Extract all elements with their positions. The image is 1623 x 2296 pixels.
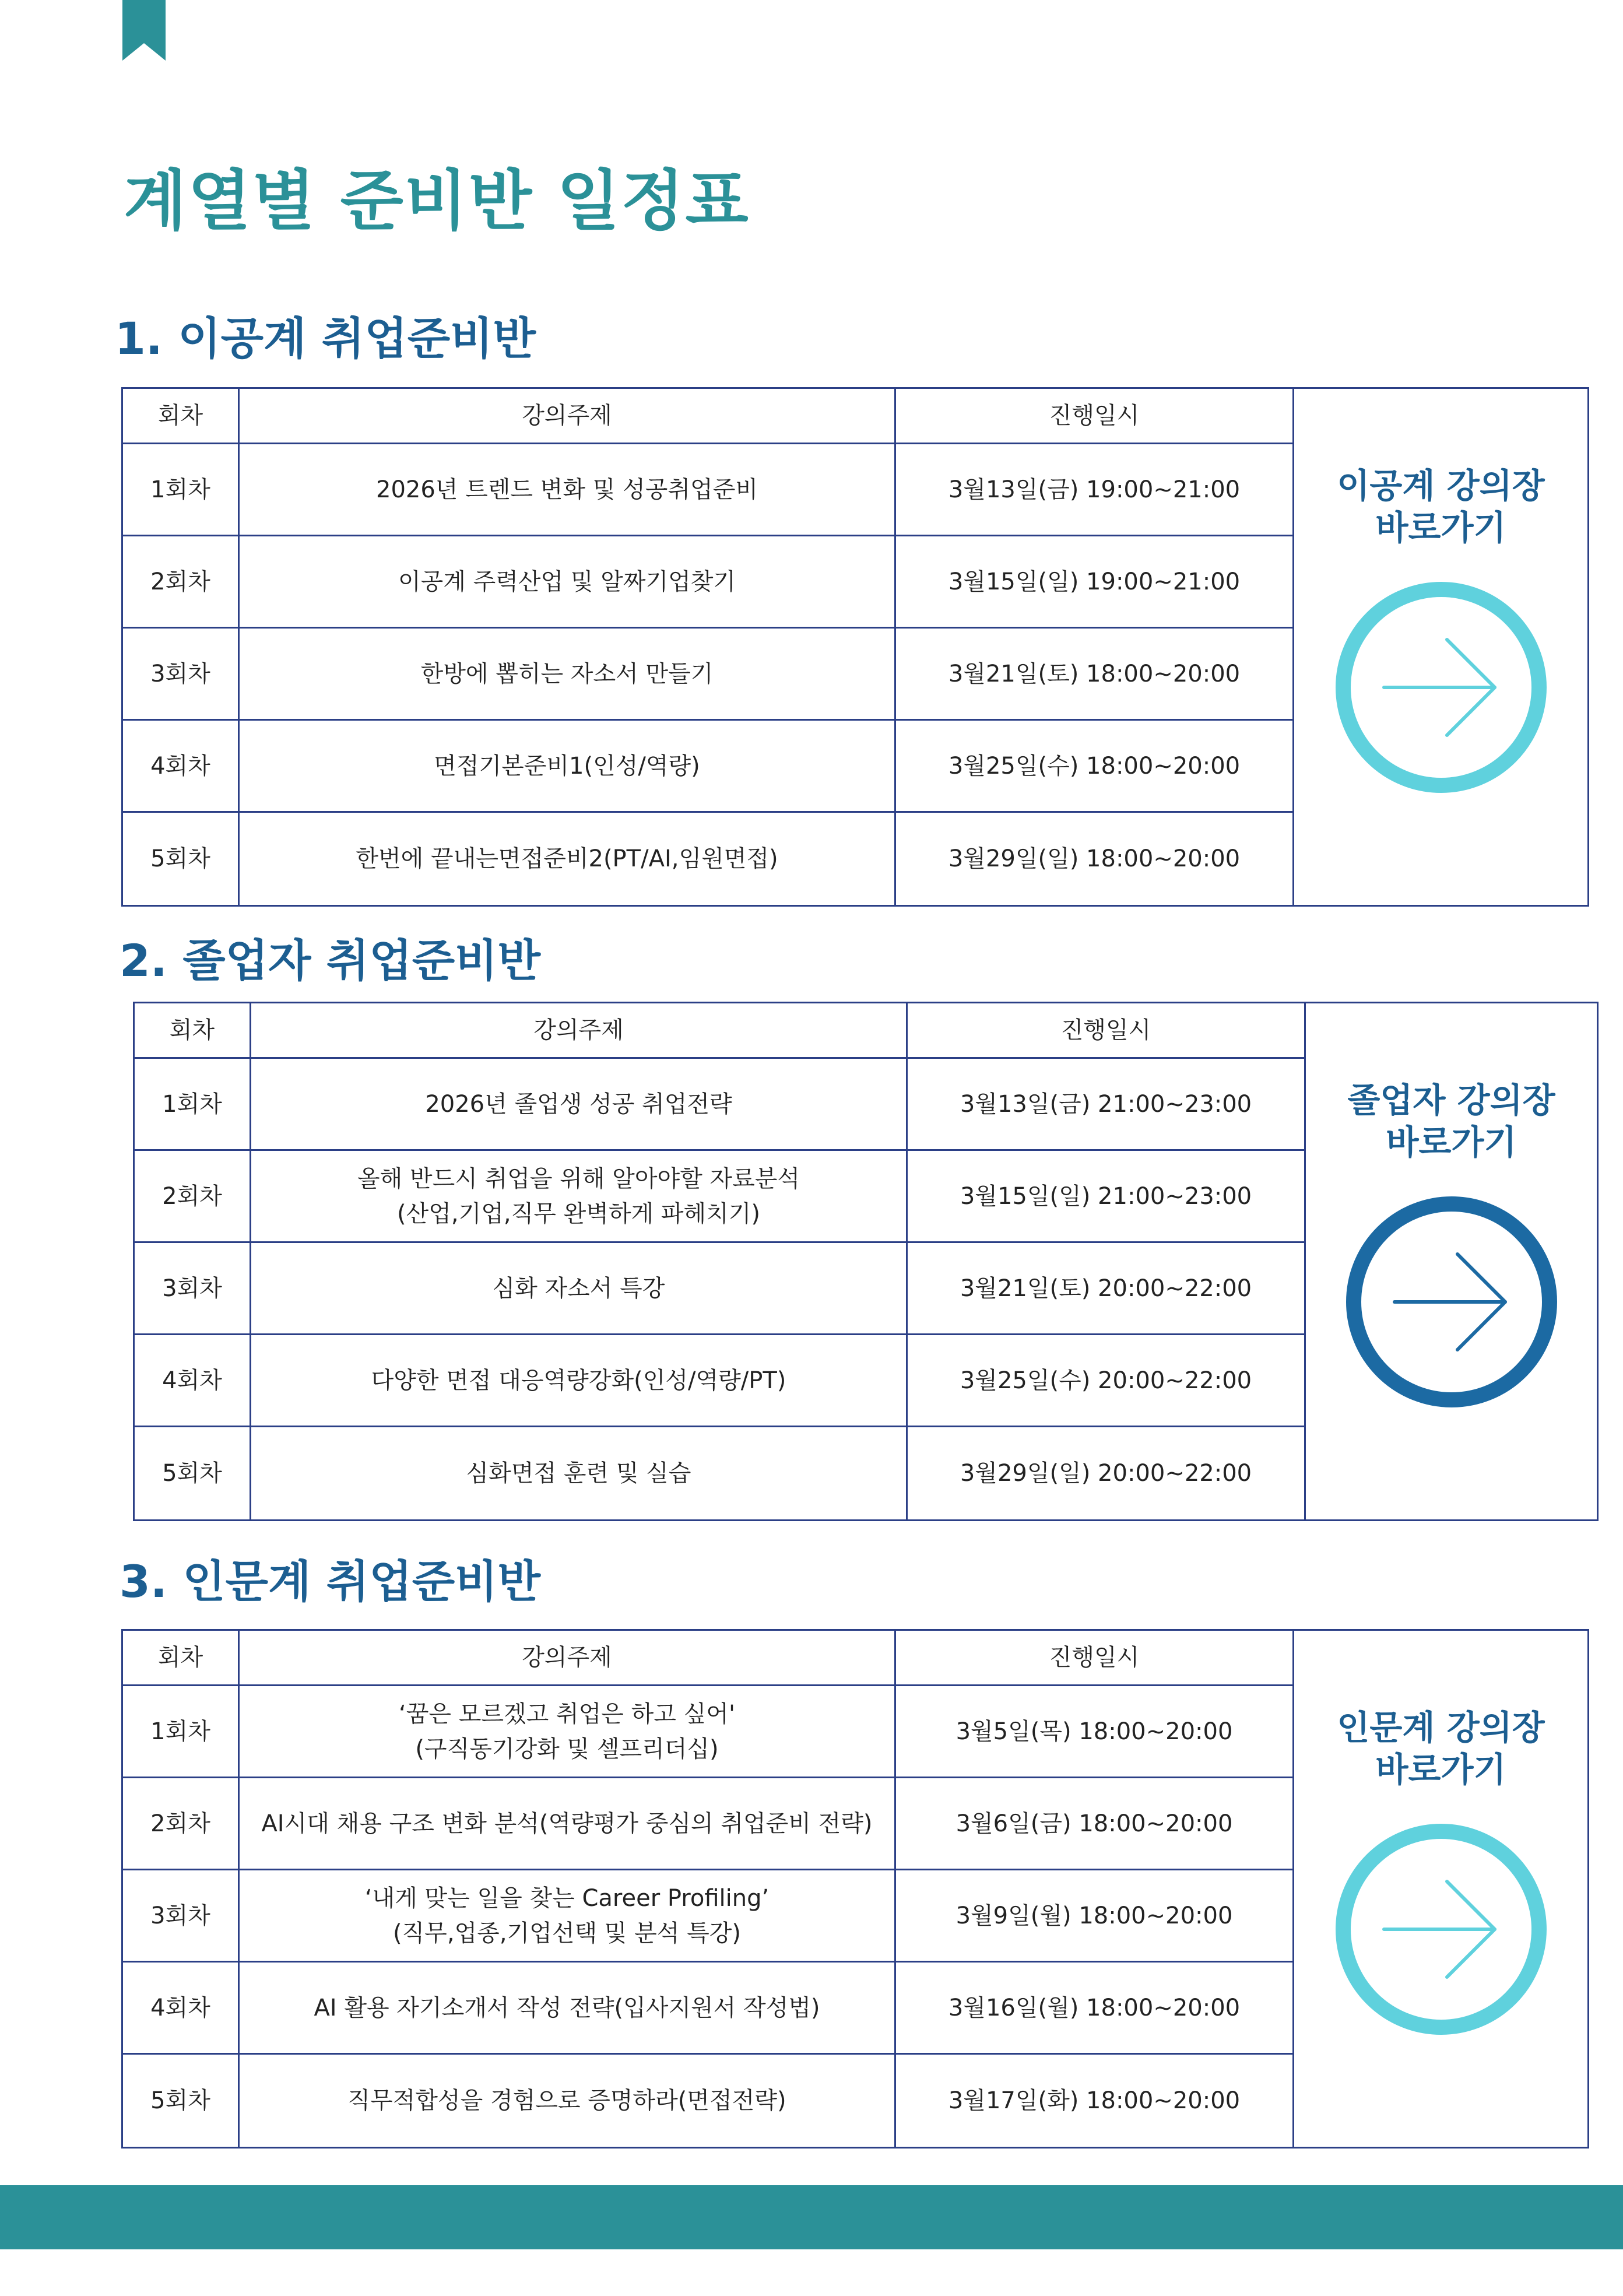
- section-heading-graduate: 2. 졸업자 취업준비반: [120, 935, 540, 986]
- datetime-cell: 3월15일(일) 19:00~21:00: [896, 536, 1294, 629]
- topic-line: 한방에 뽑히는 자소서 만들기: [420, 660, 714, 687]
- topic-line: 면접기본준비1(인성/역량): [434, 752, 700, 780]
- topic-cell: [240, 629, 896, 721]
- datetime-cell: 3월21일(토) 18:00~20:00: [896, 629, 1294, 721]
- topic-cell: [240, 1686, 896, 1778]
- topic-line: (직무,업종,기업선택 및 분석 특강): [392, 1919, 742, 1947]
- session-cell: 4회차: [123, 1963, 240, 2055]
- topic-cell: [240, 536, 896, 629]
- header-session: 회차: [123, 1631, 240, 1686]
- schedule-table-engineering: [121, 387, 1589, 907]
- topic-cell: [240, 1963, 896, 2055]
- link-label-line: 이공계 강의장: [1337, 466, 1545, 505]
- section-heading-humanities: 3. 인문계 취업준비반: [120, 1556, 540, 1607]
- session-cell: 2회차: [123, 536, 240, 629]
- topic-cell: [251, 1427, 908, 1519]
- topic-cell: [251, 1335, 908, 1427]
- datetime-cell: 3월15일(일) 21:00~23:00: [908, 1151, 1306, 1243]
- topic-cell: [251, 1059, 908, 1151]
- datetime-cell: 3월21일(토) 20:00~22:00: [908, 1243, 1306, 1335]
- page-title: 계열별 준비반 일정표: [124, 163, 750, 239]
- session-cell: 5회차: [123, 813, 240, 905]
- topic-line: 심화면접 훈련 및 실습: [466, 1460, 691, 1487]
- link-label-line: 바로가기: [1386, 1122, 1517, 1162]
- topic-cell: [240, 1778, 896, 1870]
- session-cell: 1회차: [123, 444, 240, 536]
- datetime-cell: 3월29일(일) 18:00~20:00: [896, 813, 1294, 905]
- topic-cell: [240, 721, 896, 813]
- schedule-table-humanities: [121, 1629, 1589, 2148]
- session-cell: 2회차: [135, 1151, 251, 1243]
- datetime-cell: 3월5일(목) 18:00~20:00: [896, 1686, 1294, 1778]
- datetime-cell: 3월25일(수) 20:00~22:00: [908, 1335, 1306, 1427]
- session-cell: 1회차: [135, 1059, 251, 1151]
- datetime-cell: 3월9일(월) 18:00~20:00: [896, 1870, 1294, 1963]
- datetime-cell: 3월29일(일) 20:00~22:00: [908, 1427, 1306, 1519]
- datetime-cell: 3월16일(월) 18:00~20:00: [896, 1963, 1294, 2055]
- topic-line: ‘꿈은 모르겠고 취업은 하고 싶어': [399, 1700, 735, 1728]
- topic-cell: [251, 1151, 908, 1243]
- header-topic: 강의주제: [240, 1631, 896, 1686]
- topic-cell: [240, 444, 896, 536]
- topic-line: ‘내게 맞는 일을 찾는 Career Profiling’: [364, 1884, 770, 1912]
- arrow-right-circle-icon[interactable]: [1333, 1821, 1550, 2038]
- schedule-table-graduate: [133, 1002, 1599, 1521]
- datetime-cell: 3월6일(금) 18:00~20:00: [896, 1778, 1294, 1870]
- link-label-line: 졸업자 강의장: [1347, 1080, 1555, 1120]
- topic-line: (산업,기업,직무 완벽하게 파헤치기): [396, 1200, 761, 1227]
- datetime-cell: 3월17일(화) 18:00~20:00: [896, 2055, 1294, 2147]
- topic-cell: [251, 1243, 908, 1335]
- topic-cell: [240, 1870, 896, 1963]
- topic-cell: [240, 813, 896, 905]
- topic-line: 심화 자소서 특강: [492, 1275, 665, 1302]
- topic-line: 2026년 졸업생 성공 취업전략: [425, 1090, 732, 1118]
- topic-line: (구직동기강화 및 셀프리더십): [415, 1735, 719, 1763]
- session-cell: 5회차: [123, 2055, 240, 2147]
- arrow-right-circle-icon[interactable]: [1343, 1193, 1560, 1410]
- session-cell: 3회차: [135, 1243, 251, 1335]
- link-label-line: 바로가기: [1375, 1750, 1506, 1789]
- lecture-room-link-label: [1347, 1079, 1555, 1163]
- session-cell: 2회차: [123, 1778, 240, 1870]
- datetime-cell: 3월25일(수) 18:00~20:00: [896, 721, 1294, 813]
- header-datetime: 진행일시: [896, 389, 1294, 444]
- topic-line: 2026년 트렌드 변화 및 성공취업준비: [376, 476, 758, 503]
- header-datetime: 진행일시: [908, 1003, 1306, 1059]
- datetime-cell: 3월13일(금) 19:00~21:00: [896, 444, 1294, 536]
- lecture-room-link[interactable]: [1294, 1631, 1587, 2147]
- topic-line: 이공계 주력산업 및 알짜기업찾기: [398, 568, 736, 595]
- footer-band: [0, 2185, 1623, 2249]
- header-session: 회차: [123, 389, 240, 444]
- topic-line: 올해 반드시 취업을 위해 알아야할 자료분석: [357, 1165, 800, 1192]
- session-cell: 1회차: [123, 1686, 240, 1778]
- session-cell: 3회차: [123, 1870, 240, 1963]
- topic-cell: [240, 2055, 896, 2147]
- header-topic: 강의주제: [240, 389, 896, 444]
- topic-line: 직무적합성을 경험으로 증명하라(면접전략): [347, 2087, 786, 2114]
- section-heading-engineering: 1. 이공계 취업준비반: [115, 313, 536, 364]
- lecture-room-link[interactable]: [1294, 389, 1587, 905]
- topic-line: AI 활용 자기소개서 작성 전략(입사지원서 작성법): [314, 1994, 820, 2021]
- arrow-right-circle-icon[interactable]: [1333, 579, 1550, 796]
- session-cell: 4회차: [123, 721, 240, 813]
- header-session: 회차: [135, 1003, 251, 1059]
- topic-line: 다양한 면접 대응역량강화(인성/역량/PT): [371, 1367, 786, 1394]
- session-cell: 5회차: [135, 1427, 251, 1519]
- header-topic: 강의주제: [251, 1003, 908, 1059]
- topic-line: AI시대 채용 구조 변화 분석(역량평가 중심의 취업준비 전략): [261, 1810, 873, 1837]
- bookmark-icon: [122, 0, 166, 61]
- lecture-room-link-label: [1337, 1707, 1544, 1791]
- lecture-room-link[interactable]: [1306, 1003, 1597, 1519]
- session-cell: 3회차: [123, 629, 240, 721]
- link-label-line: 바로가기: [1375, 508, 1506, 547]
- session-cell: 4회차: [135, 1335, 251, 1427]
- link-label-line: 인문계 강의장: [1337, 1708, 1545, 1747]
- topic-line: 한번에 끝내는면접준비2(PT/AI,임원면접): [356, 845, 778, 872]
- lecture-room-link-label: [1337, 465, 1544, 549]
- datetime-cell: 3월13일(금) 21:00~23:00: [908, 1059, 1306, 1151]
- header-datetime: 진행일시: [896, 1631, 1294, 1686]
